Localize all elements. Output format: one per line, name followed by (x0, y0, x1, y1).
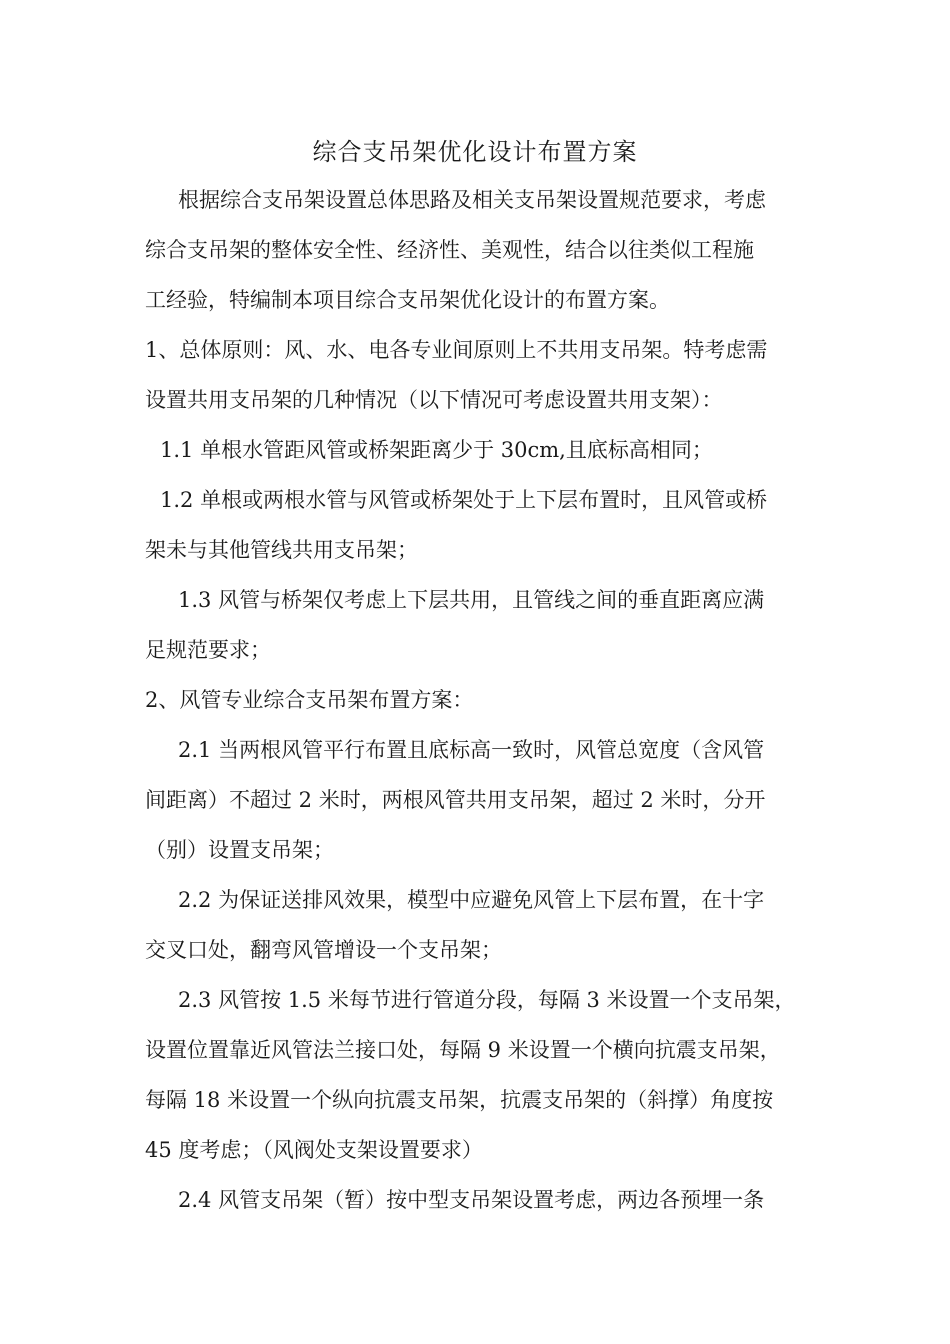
paragraph-line: 1.3 风管与桥架仅考虑上下层共用，且管线之间的垂直距离应满 (178, 588, 765, 612)
paragraph-line: 间距离）不超过 2 米时，两根风管共用支吊架，超过 2 米时，分开 (145, 788, 766, 812)
paragraph-line: 交叉口处，翻弯风管增设一个支吊架； (145, 938, 502, 962)
paragraph-line: 1.1 单根水管距风管或桥架距离少于 30cm,且底标高相同； (160, 438, 713, 462)
paragraph-line: 2.2 为保证送排风效果，模型中应避免风管上下层布置，在十字 (178, 888, 765, 912)
paragraph-line: 2、风管专业综合支吊架布置方案： (145, 688, 474, 712)
paragraph-line: 45 度考虑；（风阀处支架设置要求） (145, 1138, 483, 1162)
paragraph-line: 足规范要求； (145, 638, 271, 662)
paragraph-line: 设置位置靠近风管法兰接口处，每隔 9 米设置一个横向抗震支吊架， (145, 1038, 781, 1062)
paragraph-line: 1.2 单根或两根水管与风管或桥架处于上下层布置时，且风管或桥 (160, 488, 768, 512)
paragraph-line: 2.4 风管支吊架（暂）按中型支吊架设置考虑，两边各预埋一条 (178, 1188, 765, 1212)
paragraph-line: 1、总体原则：风、水、电各专业间原则上不共用支吊架。特考虑需 (145, 338, 768, 362)
paragraph-line: 架未与其他管线共用支吊架； (145, 538, 418, 562)
paragraph-line: 2.1 当两根风管平行布置且底标高一致时，风管总宽度（含风管 (178, 738, 765, 762)
paragraph-line: 设置共用支吊架的几种情况（以下情况可考虑设置共用支架）： (145, 388, 723, 412)
paragraph-line: 每隔 18 米设置一个纵向抗震支吊架，抗震支吊架的（斜撑）角度按 (145, 1088, 774, 1112)
paragraph-line: 工经验，特编制本项目综合支吊架优化设计的布置方案。 (145, 288, 670, 312)
paragraph-line: 综合支吊架的整体安全性、经济性、美观性，结合以往类似工程施 (145, 238, 754, 262)
paragraph-line: 根据综合支吊架设置总体思路及相关支吊架设置规范要求，考虑 (178, 188, 766, 212)
document-title: 综合支吊架优化设计布置方案 (312, 138, 638, 166)
paragraph-line: 2.3 风管按 1.5 米每节进行管道分段，每隔 3 米设置一个支吊架， (178, 988, 796, 1012)
paragraph-line: （别）设置支吊架； (145, 838, 334, 862)
